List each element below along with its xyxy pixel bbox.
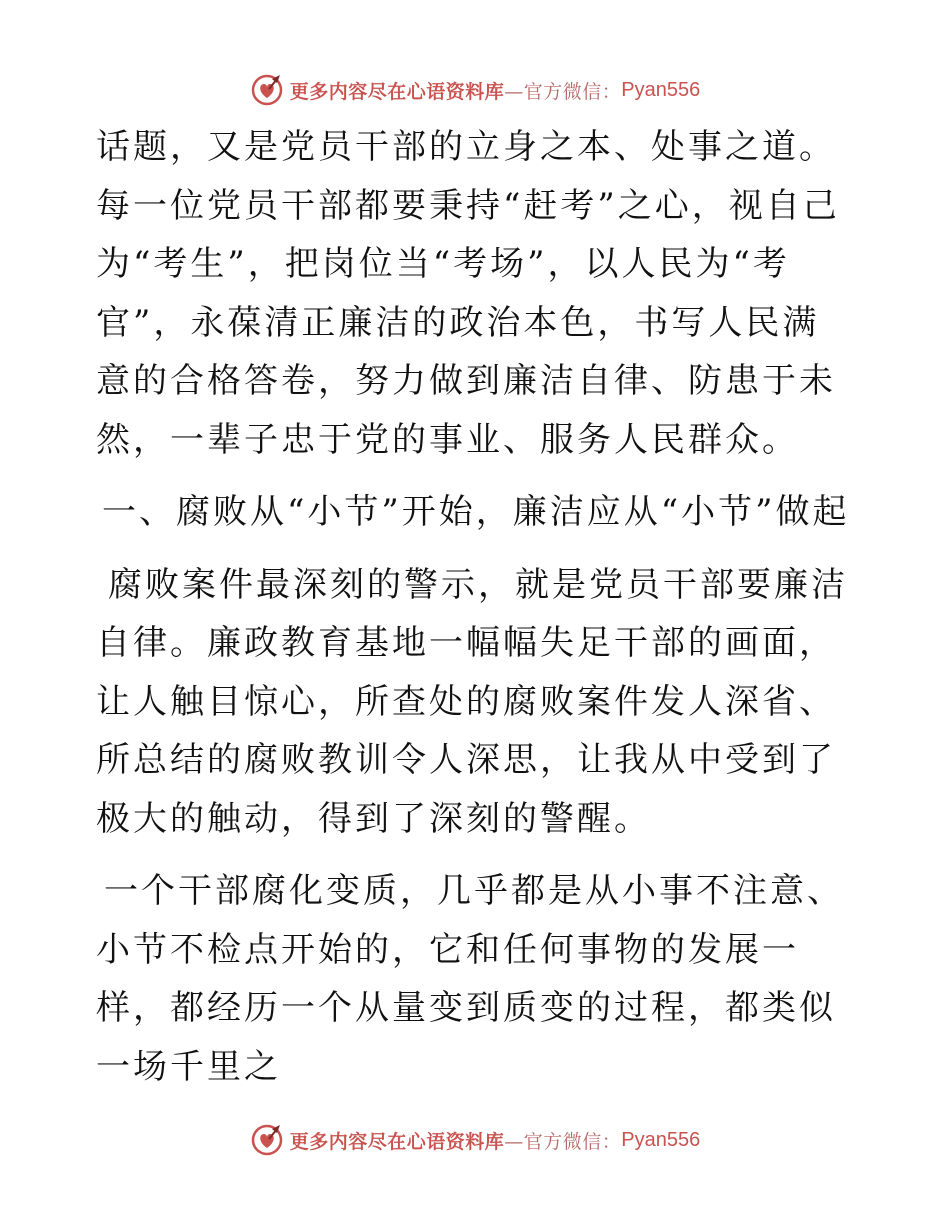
footer-watermark-banner: [0, 1120, 950, 1160]
body-paragraph: 一个干部腐化变质，几乎都是从小事不注意、小节不检点开始的，它和任何事物的发展一样，都经历一个从量变到质变的过程，都类似一场千里之: [96, 871, 844, 1087]
section-heading: 一、腐败从“小节”开始，廉洁应从“小节”做起: [102, 492, 850, 532]
body-paragraph: 话题，又是党员干部的立身之本、处事之道。每一位党员干部都要秉持“赶考”之心，视自己为“考生”，把岗位当“考场”，以人民为“考官”，永葆清正廉洁的政治本色，书写人民满意的合格答卷，努力做到廉洁自律、防患于未然，一辈子忠于党的事业、服务人民群众。: [96, 127, 840, 460]
heart-pen-logo-icon: [250, 1123, 284, 1157]
banner-wechat-id: Pyan556: [621, 1128, 701, 1151]
document-body: [96, 118, 856, 1096]
header-watermark-banner: [0, 70, 950, 110]
banner-sub-text: —官方微信：: [504, 1130, 622, 1153]
banner-main-text: 更多内容尽在心语资料库: [289, 80, 505, 103]
banner-main-text: 更多内容尽在心语资料库: [289, 1130, 505, 1153]
banner-sub-text: —官方微信：: [504, 80, 622, 103]
banner-wechat-id: Pyan556: [621, 78, 701, 101]
heart-pen-logo-icon: [250, 73, 284, 107]
body-paragraph: 腐败案件最深刻的警示，就是党员干部要廉洁自律。廉政教育基地一幅幅失足干部的画面，让人触目惊心，所查处的腐败案件发人深省、所总结的腐败教训令人深思，让我从中受到了极大的触动，得到了深刻的警醒。: [96, 564, 848, 839]
